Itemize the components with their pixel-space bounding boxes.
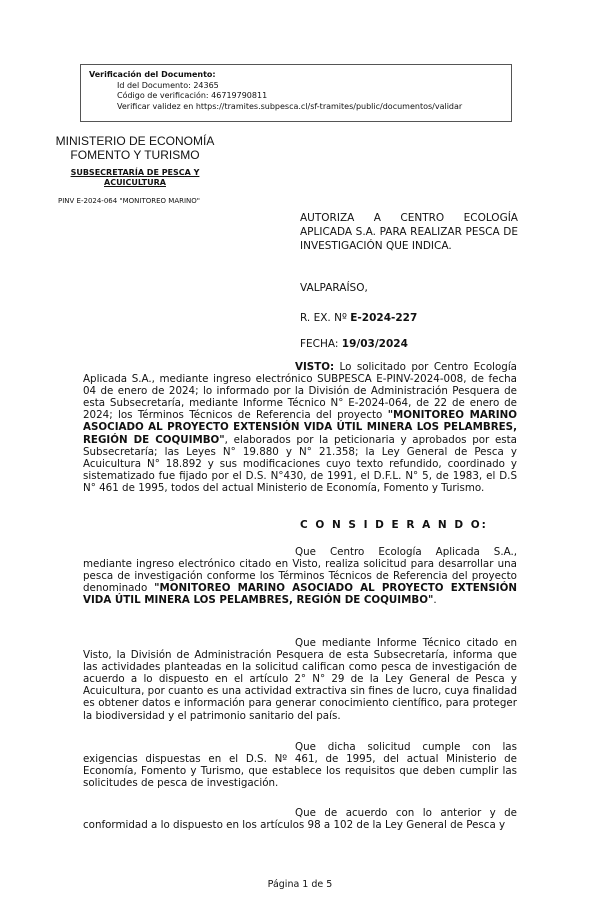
city-line: VALPARAÍSO, xyxy=(300,282,368,294)
subsecretaria-heading: SUBSECRETARÍA DE PESCA Y ACUICULTURA xyxy=(70,168,200,187)
visto-label: VISTO: xyxy=(295,361,335,373)
p4-text: Que de acuerdo con lo anterior y de conformidad a lo dispuesto en los artículos 98 a 102 de la Ley General de Pesca y xyxy=(83,807,517,832)
verification-code: • Código de verificación: 46719790811 xyxy=(117,91,503,102)
pinv-reference: PINV E-2024-064 "MONITOREO MARINO" xyxy=(58,197,201,205)
visto-text-a: Lo solicitado por Centro Ecología Aplicada S.A., mediante ingreso electrónico SUBPESCA E-PINV-2024-008, de fecha 04 de enero de 2024; lo informado por la División de Administración Pesquera de esta Subsecretaría, mediante Informe Técnico N° E-2024-064, de 22 de enero de 2024; los Términos Técnicos de Referencia del proyecto xyxy=(83,361,517,422)
considerando-paragraph-4 xyxy=(83,807,517,831)
visto-paragraph xyxy=(83,361,517,494)
considerando-heading: C O N S I D E R A N D O: xyxy=(300,519,488,531)
ministry-heading xyxy=(40,134,230,162)
ministry-line-1: MINISTERIO DE ECONOMÍA xyxy=(55,134,215,148)
p1-project: "MONITOREO MARINO ASOCIADO AL PROYECTO EXTENSIÓN VIDA ÚTIL MINERA LOS PELAMBRES, REGIÓN DE COQUIMBO" xyxy=(83,582,517,607)
rex-label: R. EX. Nº xyxy=(300,312,347,324)
considerando-paragraph-1 xyxy=(83,546,517,606)
date-line xyxy=(300,337,518,351)
date-label: FECHA: xyxy=(300,338,339,350)
p2-text: Que mediante Informe Técnico citado en Visto, la División de Administración Pesquera de esta Subsecretaría, informa que las actividades planteadas en la solicitud califican como pesca de investigación de acuerdo a lo dispuesto en el artículo 2° N° 29 de la Ley General de Pesca y Acuicultura, por cuanto es una actividad extractiva sin fines de lucro, cuya finalidad es obtener datos e información para generar conocimiento científico, para proteger la biodiversidad y el patrimonio sanitario del país. xyxy=(83,637,517,722)
visto-text-b: , elaborados por la peticionaria y aprobados por esta Subsecretaría; las Leyes N° 19.880 y N° 21.358; la Ley General de Pesca y Acuicultura N° 18.892 y sus modificaciones cuyo texto refundido, coordinado y sistematizado fue fijado por el D.S. N°430, de 1991, el D.F.L. N° 5, de 1983, el D.S N° 461 de 1995, todos del actual Ministerio de Economía, Fomento y Turismo. xyxy=(83,433,517,494)
rex-line xyxy=(300,311,518,325)
verification-title: Verificación del Documento: xyxy=(89,70,216,79)
considerando-paragraph-3 xyxy=(83,741,517,789)
verification-box xyxy=(80,64,512,122)
p3-text: Que dicha solicitud cumple con las exigencias dispuestas en el D.S. Nº 461, de 1995, del actual Ministerio de Economía, Fomento y Turismo, que establece los requisitos que deben cumplir las solicitudes de pesca de investigación. xyxy=(83,741,517,790)
verification-url[interactable]: • Verificar validez en https://tramites.subpesca.cl/sf-tramites/public/documentos/validar xyxy=(117,102,503,113)
rex-value: E-2024-227 xyxy=(350,312,418,324)
page-number: Página 1 de 5 xyxy=(267,879,333,890)
resolution-title: AUTORIZA A CENTRO ECOLOGÍA APLICADA S.A. PARA REALIZAR PESCA DE INVESTIGACIÓN QUE INDICA. xyxy=(300,212,518,252)
p1-text-a: Que Centro Ecología Aplicada S.A., mediante ingreso electrónico citado en Visto, realiza solicitud para desarrollar una pesca de investigación conforme los Términos Técnicos de Referencia del proyecto denominado xyxy=(83,546,517,595)
document-id: • Id del Documento: 24365 xyxy=(117,81,503,92)
visto-project: "MONITOREO MARINO ASOCIADO AL PROYECTO EXTENSIÓN VIDA ÚTIL MINERA LOS PELAMBRES, REGIÓN DE COQUIMBO" xyxy=(83,409,517,446)
ministry-line-2: FOMENTO Y TURISMO xyxy=(70,148,200,162)
verification-list xyxy=(89,81,503,113)
p1-text-b: . xyxy=(433,594,437,607)
date-value: 19/03/2024 xyxy=(341,338,408,350)
considerando-paragraph-2 xyxy=(83,637,517,722)
